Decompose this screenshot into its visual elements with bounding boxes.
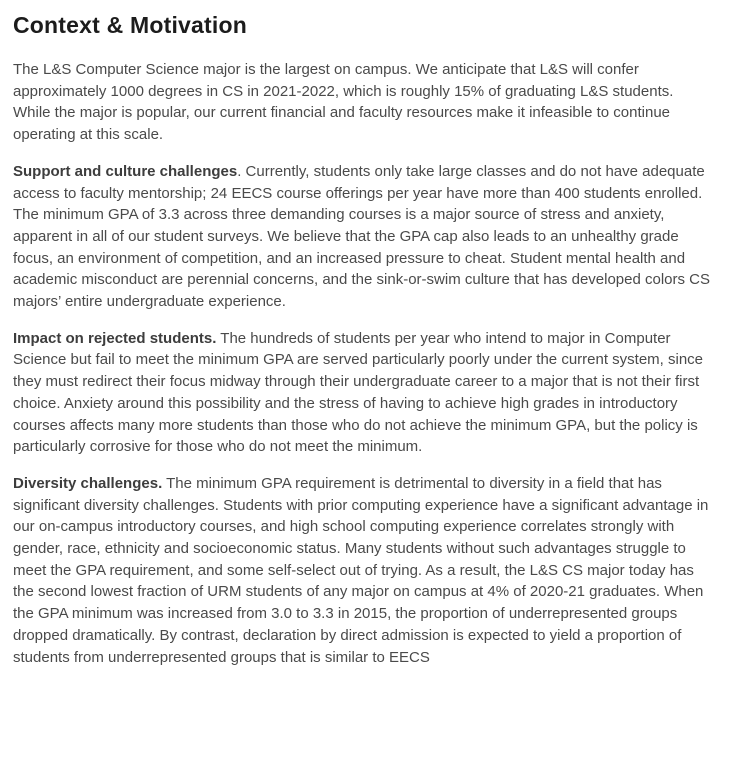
page-title: Context & Motivation [13,12,247,38]
paragraph-intro [13,59,712,146]
paragraph-diversity-lead: Diversity challenges. [13,474,163,492]
paragraph-rejected-students [13,328,712,458]
paragraph-support-culture-lead: Support and culture challenges [13,162,238,180]
paragraph-diversity [13,473,712,668]
paragraph-support-culture-text: . Currently, students only take large classes and do not have adequate access to faculty mentorship; 24 EECS course offerings per year have more than 400 students enrolled. The minimum GPA of 3.3 across three demanding courses is a major source of stress and anxiety, apparent in all of our student surveys. We believe that the GPA cap also leads to an unhealthy grade focus, an environment of competition, and an increased pressure to cheat. Student mental health and academic misconduct are perennial concerns, and the sink-or-swim culture that has developed colors CS majors’ entire undergraduate experience. [13,162,711,311]
paragraph-rejected-students-text: The hundreds of students per year who intend to major in Computer Science but fail to meet the minimum GPA are served particularly poorly under the current system, since they must redirect their focus midway through their undergraduate career to a major that is not their first choice. Anxiety around this possibility and the stress of having to achieve high grades in introductory courses affects many more students than those who do not achieve the minimum GPA, but the policy is particularly corrosive for those who do not meet the minimum. [13,329,704,456]
paragraph-support-culture [13,161,712,313]
paragraph-diversity-text: The minimum GPA requirement is detrimental to diversity in a field that has significant diversity challenges. Students with prior computing experience have a significant advantage in our on-campus introductory courses, and high school computing experience correlates strongly with gender, race, ethnicity and socioeconomic status. Many students without such advantages struggle to meet the GPA requirement, and some self-select out of trying. As a result, the L&S CS major today has the second lowest fraction of URM students of any major on campus at 4% of 2020-21 graduates. When the GPA minimum was increased from 3.0 to 3.3 in 2015, the proportion of underrepresented groups dropped dramatically. By contrast, declaration by direct admission is expected to yield a proportion of students from underrepresented groups that is similar to EECS [13,474,709,666]
document-body [13,12,712,668]
paragraph-intro-text: The L&S Computer Science major is the largest on campus. We anticipate that L&S will confer approximately 1000 degrees in CS in 2021-2022, which is roughly 15% of graduating L&S students. While the major is popular, our current financial and faculty resources make it infeasible to continue operating at this scale. [13,61,674,144]
paragraph-rejected-students-lead: Impact on rejected students. [13,329,217,347]
